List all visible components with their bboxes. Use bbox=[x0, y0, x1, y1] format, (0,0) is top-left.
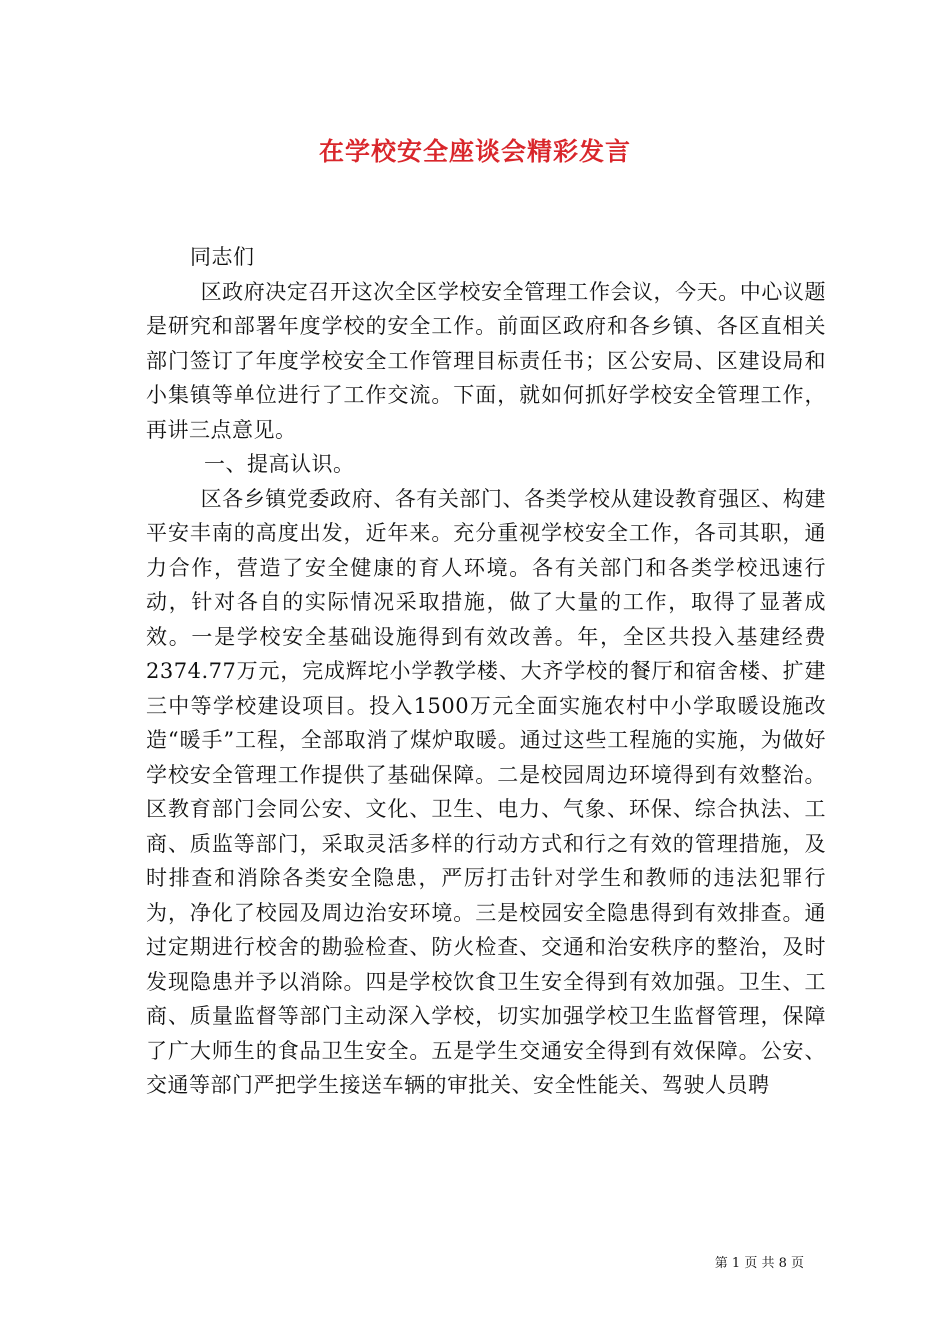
paragraph-section-1: 区各乡镇党委政府、各有关部门、各类学校从建设教育强区、构建平安丰南的高度出发，近年来。充分重视学校安全工作，各司其职，通力合作，营造了安全健康的育人环境。各有关部门和各类学校迅速行动，针对各自的实际情况采取措施，做了大量的工作，取得了显著成效。一是学校安全基础设施得到有效改善。年，全区共投入基建经费2374.77万元，完成辉坨小学教学楼、大齐学校的餐厅和宿舍楼、扩建三中等学校建设项目。投入1500万元全面实施农村中小学取暖设施改造“暖手”工程，全部取消了煤炉取暖。通过这些工程施的实施，为做好学校安全管理工作提供了基础保障。二是校园周边环境得到有效整治。区教育部门会同公安、文化、卫生、电力、气象、环保、综合执法、工商、质监等部门，采取灵活多样的行动方式和行之有效的管理措施，及时排查和消除各类安全隐患，严厉打击针对学生和教师的违法犯罪行为，净化了校园及周边治安环境。三是校园安全隐患得到有效排查。通过定期进行校舍的勘验检查、防火检查、交通和治安秩序的整治，及时发现隐患并予以消除。四是学校饮食卫生安全得到有效加强。卫生、工商、质量监督等部门主动深入学校，切实加强学校卫生监督管理，保障了广大师生的食品卫生安全。五是学生交通安全得到有效保障。公安、交通等部门严把学生接送车辆的审批关、安全性能关、驾驶人员聘 bbox=[146, 486, 826, 1097]
salutation: 同志们 bbox=[190, 245, 255, 269]
page-footer: 第 1 页 共 8 页 bbox=[714, 1256, 804, 1271]
section-heading-1: 一、提高认识。 bbox=[204, 452, 355, 476]
document-title: 在学校安全座谈会精彩发言 bbox=[318, 137, 631, 166]
document-body bbox=[146, 240, 826, 1103]
paragraph-intro: 区政府决定召开这次全区学校安全管理工作会议，今天。中心议题是研究和部署年度学校的安全工作。前面区政府和各乡镇、各区直相关部门签订了年度学校安全工作管理目标责任书；区公安局、区建设局和小集镇等单位进行了工作交流。下面，就如何抓好学校安全管理工作，再讲三点意见。 bbox=[146, 279, 826, 442]
